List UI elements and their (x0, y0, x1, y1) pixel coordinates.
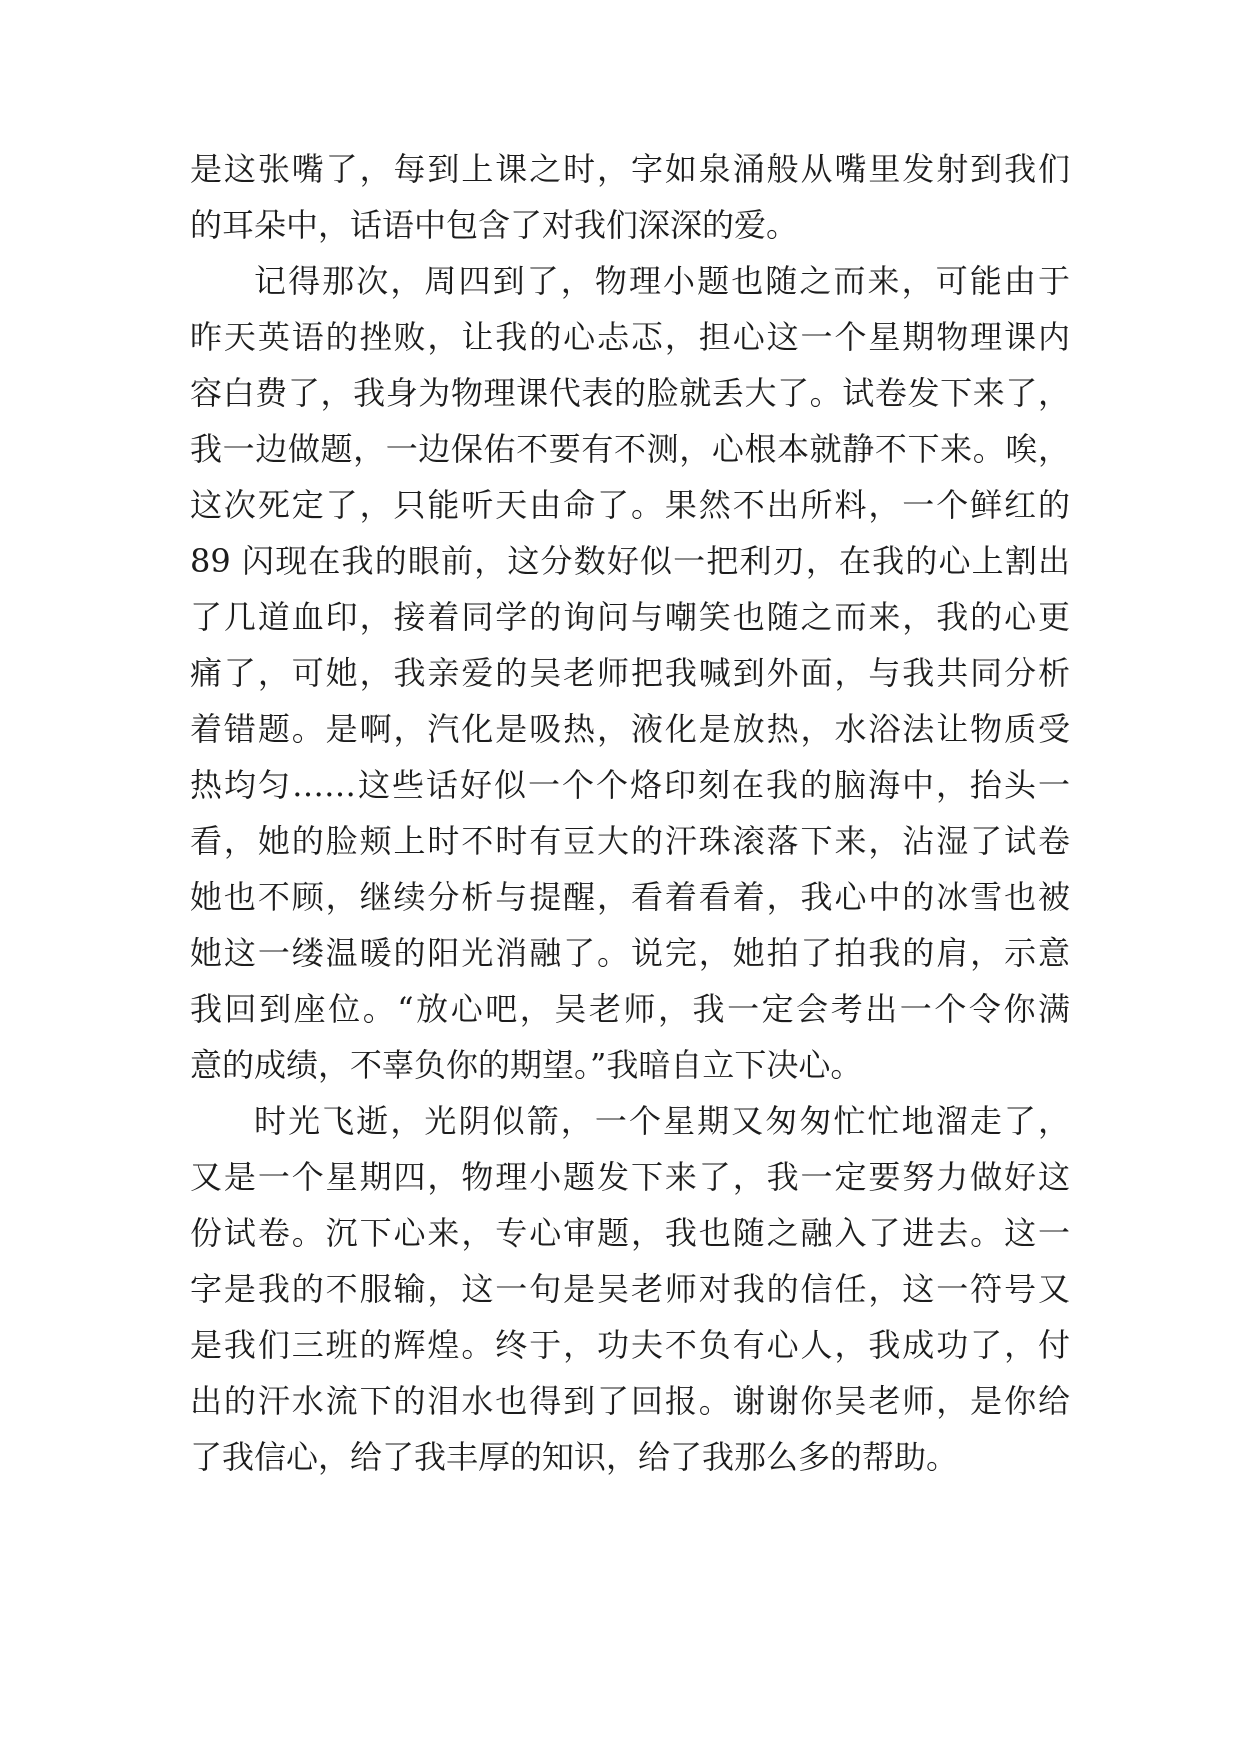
text-line: 她这一缕温暖的阳光消融了。说完，她拍了拍我的肩，示意 (190, 934, 1070, 972)
text-line: 她也不顾，继续分析与提醒，看着看着，我心中的冰雪也被 (190, 878, 1070, 916)
text-line: 意的成绩，不辜负你的期望。”我暗自立下决心。 (190, 1046, 863, 1084)
text-line: 看，她的脸颊上时不时有豆大的汗珠滚落下来，沾湿了试卷 (190, 822, 1070, 860)
text-line: 份试卷。沉下心来，专心审题，我也随之融入了进去。这一 (190, 1214, 1070, 1252)
text-line: 的耳朵中，话语中包含了对我们深深的爱。 (190, 206, 799, 244)
text-line: 字是我的不服输，这一句是吴老师对我的信任，这一符号又 (190, 1270, 1070, 1308)
paragraph-first-line: 记得那次，周四到了，物理小题也随之而来，可能由于 (254, 262, 1070, 300)
text-line: 出的汗水流下的泪水也得到了回报。谢谢你吴老师，是你给 (190, 1382, 1070, 1420)
paragraph-first-line: 时光飞逝，光阴似箭，一个星期又匆匆忙忙地溜走了， (254, 1102, 1070, 1140)
text-line: 这次死定了，只能听天由命了。果然不出所料，一个鲜红的 (190, 486, 1070, 524)
text-line: 又是一个星期四，物理小题发下来了，我一定要努力做好这 (190, 1158, 1070, 1196)
text-line: 我回到座位。“放心吧，吴老师，我一定会考出一个令你满 (190, 990, 1070, 1028)
text-line: 了我信心，给了我丰厚的知识，给了我那么多的帮助。 (190, 1438, 959, 1476)
text-line: 89 闪现在我的眼前，这分数好似一把利刃，在我的心上割出 (190, 542, 1070, 580)
text-line: 昨天英语的挫败，让我的心忐忑，担心这一个星期物理课内 (190, 318, 1070, 356)
text-line: 着错题。是啊，汽化是吸热，液化是放热，水浴法让物质受 (190, 710, 1070, 748)
text-line: 容白费了，我身为物理课代表的脸就丢大了。试卷发下来了， (190, 374, 1070, 412)
text-line: 是我们三班的辉煌。终于，功夫不负有心人，我成功了，付 (190, 1326, 1070, 1364)
text-line: 了几道血印，接着同学的询问与嘲笑也随之而来，我的心更 (190, 598, 1070, 636)
text-line: 我一边做题，一边保佑不要有不测，心根本就静不下来。唉， (190, 430, 1070, 468)
text-line: 热均匀……这些话好似一个个烙印刻在我的脑海中，抬头一 (190, 766, 1070, 804)
text-line: 是这张嘴了，每到上课之时，字如泉涌般从嘴里发射到我们 (190, 150, 1070, 188)
text-line: 痛了，可她，我亲爱的吴老师把我喊到外面，与我共同分析 (190, 654, 1070, 692)
